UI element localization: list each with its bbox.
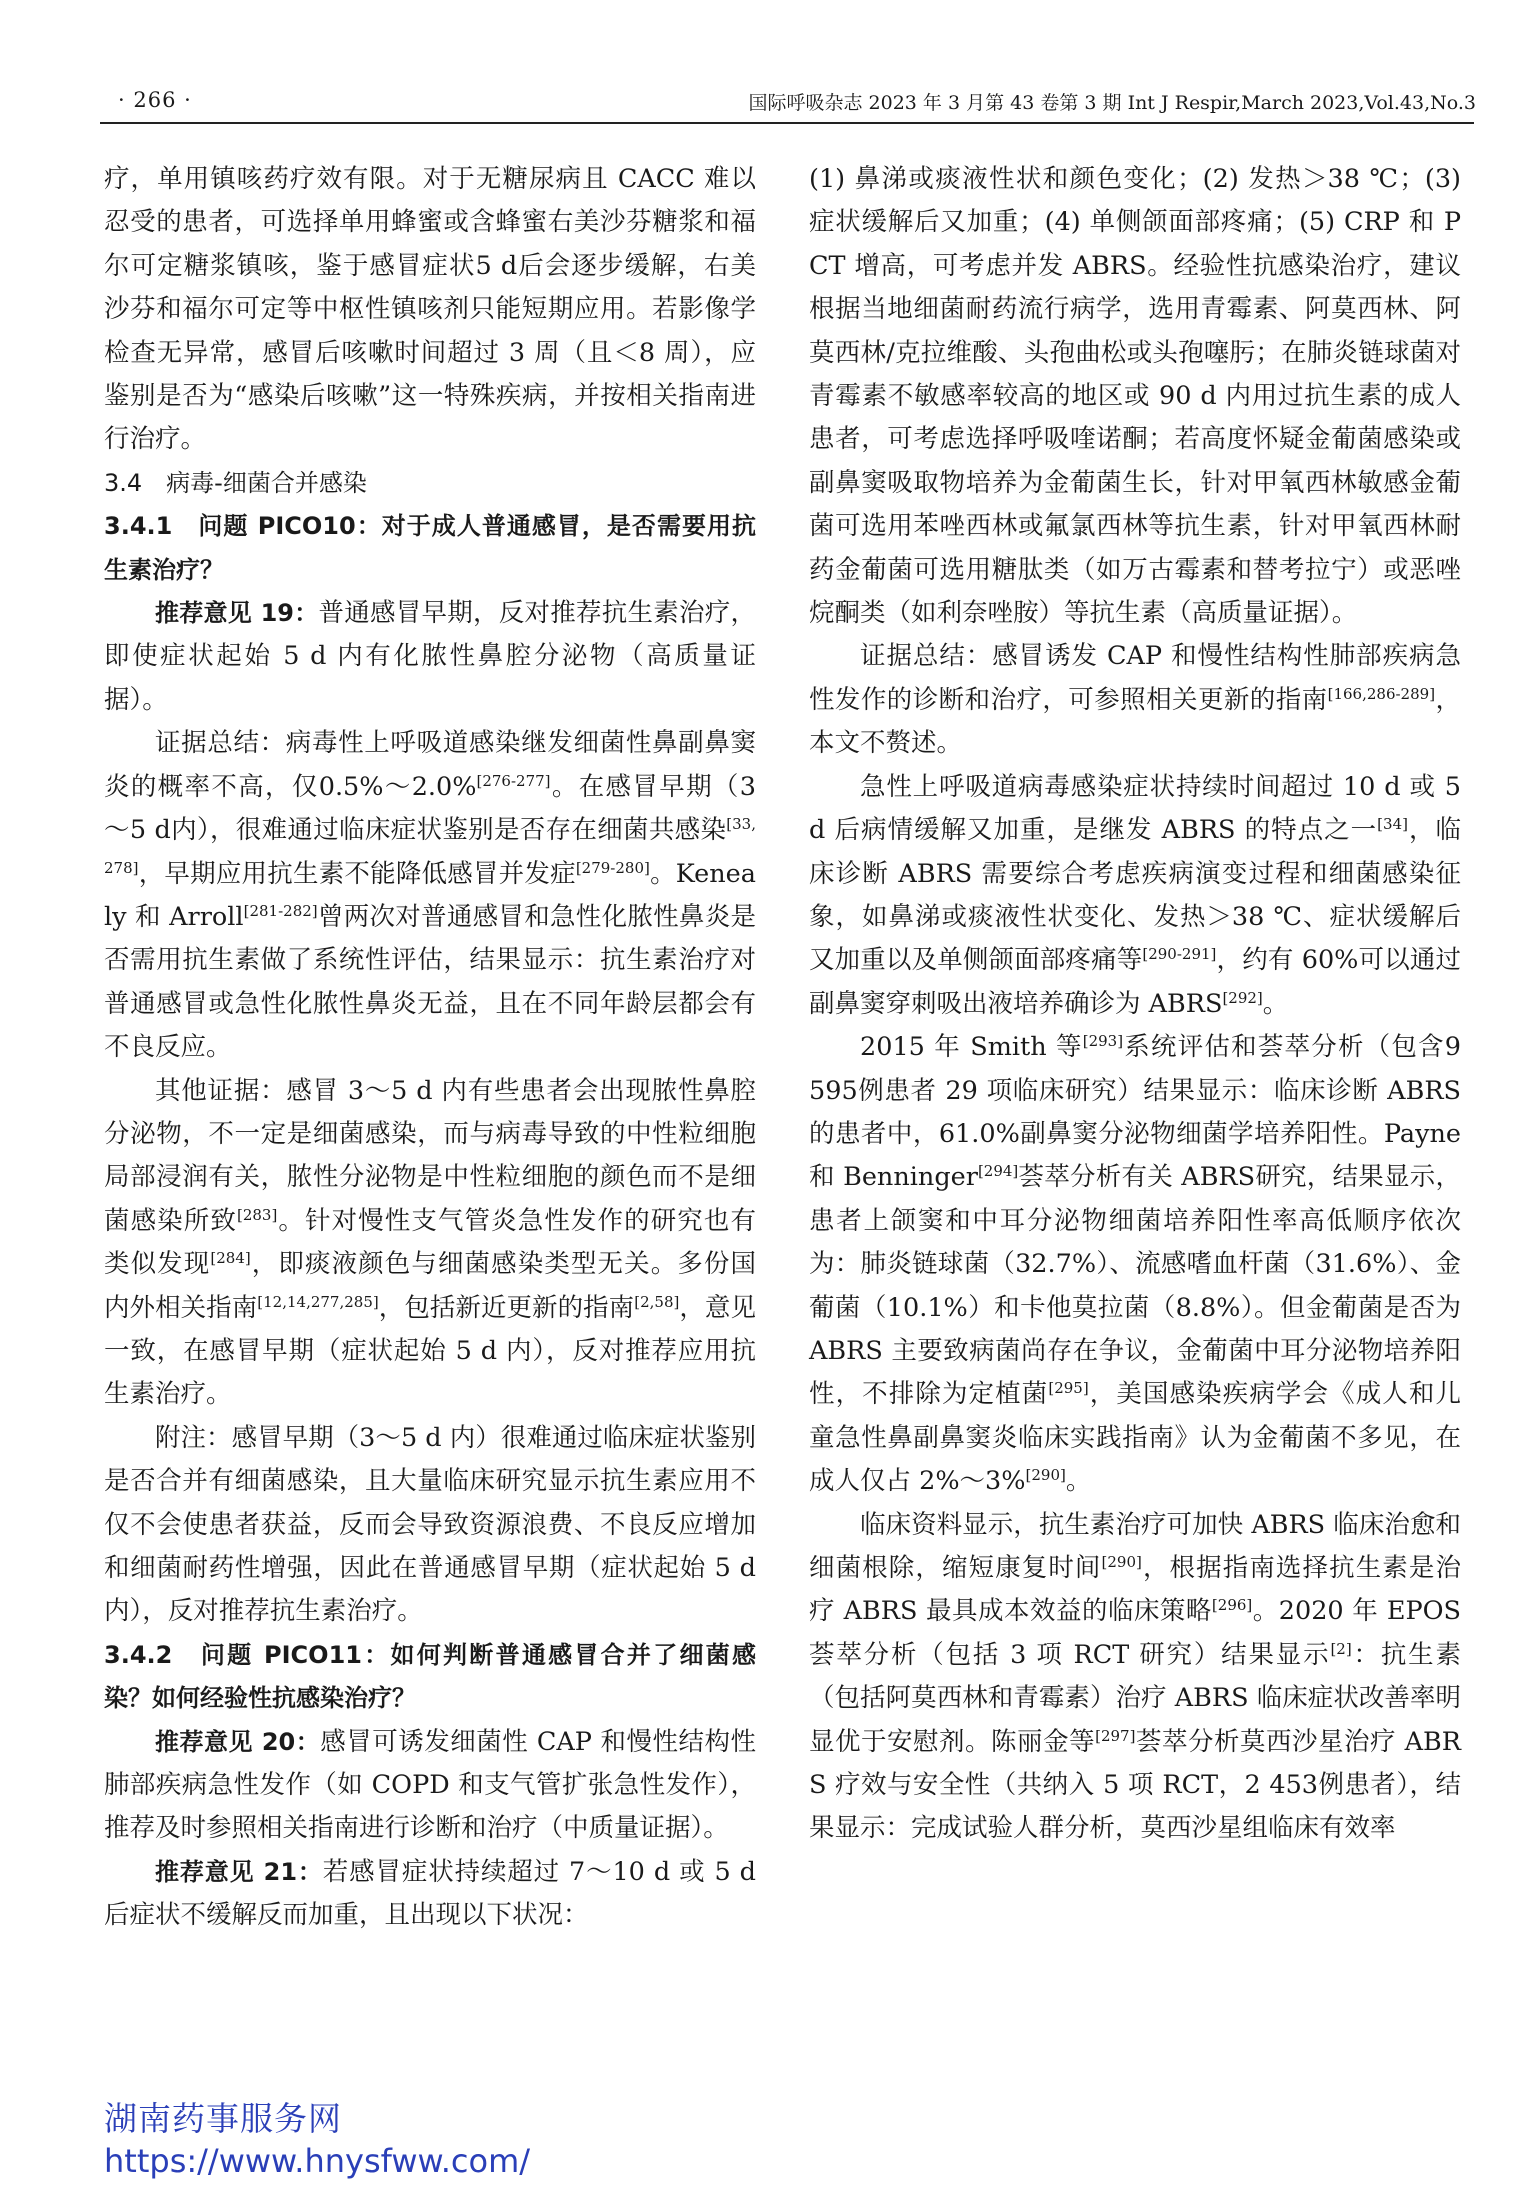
recommendation-21 <box>104 1851 756 1938</box>
citation: [276-277] <box>476 771 551 790</box>
citation: [2,58] <box>634 1292 680 1311</box>
recommendation-label: 推荐意见 21： <box>155 1857 323 1886</box>
recommendation-20 <box>104 1721 756 1851</box>
recommendation-text: 若感冒症状持续超过 7～10 d 或 5 d 后症状不缓解反而加重，且出现以下状况： <box>104 1856 756 1931</box>
section-heading-3-4-1: 3.4.1 问题 PICO10：对于成人普通感冒，是否需要用抗生素治疗？ <box>104 512 756 584</box>
citation: [290] <box>1101 1553 1142 1571</box>
text-run: 。 <box>1262 988 1289 1019</box>
text-run: ，本文不赘述。 <box>809 684 1461 759</box>
citation: [296] <box>1211 1596 1253 1615</box>
text-run: 。2020 年 EPOS 荟萃分析（包括 3 项 RCT 研究）结果显示 <box>809 1596 1461 1670</box>
recommendation-label: 推荐意见 20： <box>155 1727 321 1756</box>
section-heading-3-4-2: 3.4.2 问题 PICO11：如何判断普通感冒合并了细菌感染？如何经验性抗感染治疗？ <box>104 1640 756 1713</box>
paragraph: (1) 鼻涕或痰液性状和颜色变化；(2) 发热＞38 ℃；(3) 症状缓解后又加重；(4) 单侧颌面部疼痛；(5) CRP 和 PCT 增高，可考虑并发 ABRS。经验性抗感染治疗，建议根据当地细菌耐药流行病学，选用青霉素、阿莫西林、阿莫西林/克拉维酸、头孢曲松或头孢噻肟；在肺炎链球菌对青霉素不敏感率较高的地区或 90 d 内用过抗生素的成人患者，可考虑选择呼吸喹诺酮；若高度怀疑金葡菌感染或副鼻窦吸取物培养为金葡菌生长，针对甲氧西林敏感金葡菌可选用苯唑西林或氟氯西林等抗生素，针对甲氧西林耐药金葡菌可选用糖肽类（如万古霉素和替考拉宁）或恶唑烷酮类（如利奈唑胺）等抗生素（高质量证据）。 <box>809 164 1461 629</box>
text-run: 证据总结：病毒性上呼吸道感染继发细菌性鼻副鼻窦炎的概率不高，仅0.5%～2.0% <box>104 728 756 802</box>
text-run: 曾两次对普通感冒和急性化脓性鼻炎是否需用抗生素做了系统性评估，结果显示：抗生素治疗对普通感冒或急性化脓性鼻炎无益，且在不同年龄层都会有不良反应。 <box>104 901 756 1063</box>
recommendation-text: 感冒可诱发细菌性 CAP 和慢性结构性肺部疾病急性发作（如 COPD 和支气管扩张急性发作），推荐及时参照相关指南进行诊断和治疗（中质量证据）。 <box>104 1726 756 1844</box>
citation: [34] <box>1377 815 1408 834</box>
citation: [295] <box>1048 1379 1089 1398</box>
citation: [284] <box>210 1249 251 1268</box>
citation: [279-280] <box>575 858 650 877</box>
text-run: 。Kenealy 和 Arroll <box>104 858 756 932</box>
right-column <box>809 158 1461 1851</box>
text-run: ，根据指南选择抗生素是治疗 ABRS 最具成本效益的临床策略 <box>809 1553 1461 1627</box>
text-run: 临床资料显示，抗生素治疗可加快 ABRS 临床治愈和细菌根除，缩短康复时间 <box>809 1509 1461 1583</box>
text-run: 。针对慢性支气管炎急性发作的研究也有类似发现 <box>104 1205 756 1280</box>
text-run: ，约有 60%可以通过副鼻窦穿刺吸出液培养确诊为 ABRS <box>809 945 1461 1019</box>
page-number: · 266 · <box>118 88 192 112</box>
paragraph <box>809 1026 1461 1503</box>
citation: [293] <box>1082 1032 1124 1051</box>
citation: [283] <box>236 1205 278 1224</box>
text-run: ：抗生素（包括阿莫西林和青霉素）治疗 ABRS 临床症状改善率明显优于安慰剂。陈丽金等 <box>809 1639 1461 1757</box>
journal-citation: 国际呼吸杂志 2023 年 3 月第 43 卷第 3 期 Int J Respir,March 2023,Vol.43,No.3 <box>748 92 1476 114</box>
text-run: ，美国感染疾病学会《成人和儿童急性鼻副鼻窦炎临床实践指南》认为金葡菌不多见，在成人仅占 2%～3% <box>809 1379 1461 1497</box>
text-run: 急性上呼吸道病毒感染症状持续时间超过 10 d 或 5 d 后病情缓解又加重，是继发 ABRS 的特点之一 <box>809 771 1461 846</box>
citation: [294] <box>977 1162 1019 1181</box>
paragraph: 疗，单用镇咳药疗效有限。对于无糖尿病且 CACC 难以忍受的患者，可选择单用蜂蜜或含蜂蜜右美沙芬糖浆和福尔可定糖浆镇咳，鉴于感冒症状5 d后会逐步缓解，右美沙芬和福尔可定等中枢性镇咳剂只能短期应用。若影像学检查无异常，感冒后咳嗽时间超过 3 周（且＜8 周），应鉴别是否为“感染后咳嗽”这一特殊疾病，并按相关指南进行治疗。 <box>104 164 756 455</box>
watermark <box>104 2098 530 2182</box>
text-run: ，即痰液颜色与细菌感染类型无关。多份国内外相关指南 <box>104 1249 756 1323</box>
citation: [12,14,277,285] <box>257 1292 379 1311</box>
text-run: 荟萃分析有关 ABRS研究，结果显示，患者上颌窦和中耳分泌物细菌培养阳性率高低顺序依次为：肺炎链球菌（32.7%）、流感嗜血杆菌（31.6%）、金葡菌（10.1%）和卡他莫拉菌（8.8%）。但金葡菌是否为 ABRS 主要致病菌尚存在争议，金葡菌中耳分泌物培养阳性，不排除为定植菌 <box>809 1162 1461 1410</box>
text-run: 证据总结：感冒诱发 CAP 和慢性结构性肺部疾病急性发作的诊断和治疗，可参照相关更新的指南 <box>809 641 1461 715</box>
note-paragraph: 附注：感冒早期（3～5 d 内）很难通过临床症状鉴别是否合并有细菌感染，且大量临床研究显示抗生素应用不仅不会使患者获益，反而会导致资源浪费、不良反应增加和细菌耐药性增强，因此在普通感冒早期（症状起始 5 d 内），反对推荐抗生素治疗。 <box>104 1422 756 1627</box>
text-run: 。 <box>1065 1466 1092 1497</box>
text-run: ，意见一致，在感冒早期（症状起始 5 d 内），反对推荐应用抗生素治疗。 <box>104 1292 756 1410</box>
citation: [33,278] <box>104 815 756 877</box>
text-run: 其他证据：感冒 3～5 d 内有些患者会出现脓性鼻腔分泌物，不一定是细菌感染，而与病毒导致的中性粒细胞局部浸润有关，脓性分泌物是中性粒细胞的颜色而不是细菌感染所致 <box>104 1075 756 1236</box>
citation: [281-282] <box>243 901 318 920</box>
citation: [166,286-289] <box>1327 684 1436 703</box>
citation: [2] <box>1330 1639 1352 1658</box>
evidence-summary <box>809 635 1461 765</box>
running-header <box>0 88 1536 118</box>
header-rule <box>100 122 1474 124</box>
watermark-url: https://www.hnysfww.com/ <box>104 2142 531 2180</box>
citation: [290-291] <box>1142 945 1217 964</box>
citation: [297] <box>1095 1726 1136 1745</box>
text-run: 。在感冒早期（3～5 d内），很难通过临床症状鉴别是否存在细菌共感染 <box>104 771 756 846</box>
text-run: 荟萃分析莫西沙星治疗 ABRS 疗效与安全性（共纳入 5 项 RCT，2 453例患者），结果显示：完成试验人群分析，莫西沙星组临床有效率 <box>809 1726 1461 1844</box>
paragraph <box>809 766 1461 1026</box>
citation: [292] <box>1222 988 1263 1007</box>
other-evidence <box>104 1070 756 1417</box>
watermark-site-name: 湖南药事服务网 <box>104 2099 342 2138</box>
citation: [290] <box>1025 1466 1066 1485</box>
recommendation-text: 普通感冒早期，反对推荐抗生素治疗，即使症状起始 5 d 内有化脓性鼻腔分泌物（高质量证据）。 <box>104 598 756 715</box>
section-heading-3-4: 3.4 病毒-细菌合并感染 <box>104 468 367 497</box>
left-column <box>104 158 756 1938</box>
text-run: ，早期应用抗生素不能降低感冒并发症 <box>138 858 576 889</box>
evidence-summary <box>104 722 756 1069</box>
text-run: ，包括新近更新的指南 <box>378 1292 635 1323</box>
text-run: 系统评估和荟萃分析（包含9 595例患者 29 项临床研究）结果显示：临床诊断 ABRS 的患者中，61.0%副鼻窦分泌物细菌学培养阳性。Payne 和 Benninger <box>809 1032 1461 1193</box>
text-run: 2015 年 Smith 等 <box>860 1032 1083 1063</box>
paragraph <box>809 1504 1461 1851</box>
recommendation-label: 推荐意见 19： <box>155 599 319 628</box>
recommendation-19 <box>104 592 756 722</box>
text-run: ，临床诊断 ABRS 需要综合考虑疾病演变过程和细菌感染征象，如鼻涕或痰液性状变化、发热＞38 ℃、症状缓解后又加重以及单侧颌面部疼痛等 <box>809 815 1461 976</box>
